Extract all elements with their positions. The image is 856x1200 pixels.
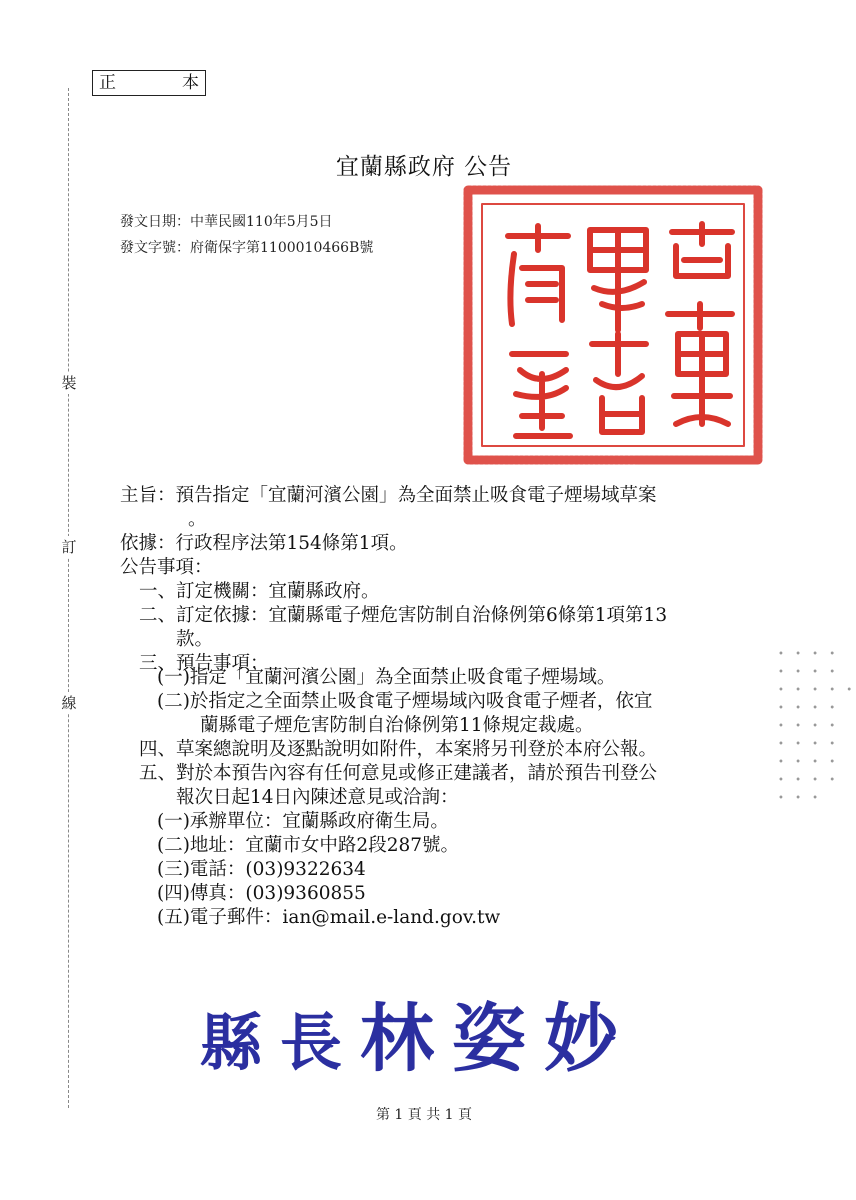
subject-line-1: 主旨：預告指定「宜蘭河濱公園」為全面禁止吸食電子煙場域草案 — [120, 485, 657, 506]
copy-box-right-char: 本 — [182, 73, 199, 93]
item-2-line-1: 二、訂定依據：宜蘭縣電子煙危害防制自治條例第6條第1項第13 — [139, 605, 668, 626]
item-5-line-1: 五、對於本預告內容有任何意見或修正建議者，請於預告刊登公 — [139, 763, 658, 784]
contact-email: (五)電子郵件：ian@mail.e-land.gov.tw — [157, 907, 501, 928]
contact-phone: (三)電話：(03)9322634 — [157, 859, 366, 880]
copy-box-left-char: 正 — [99, 73, 116, 93]
item-3: 三、預告事項： — [139, 653, 269, 674]
item-1: 一、訂定機關：宜蘭縣政府。 — [139, 581, 380, 602]
item-3-sub-2-line-1: (二)於指定之全面禁止吸食電子煙場域內吸食電子煙者，依宜 — [157, 691, 653, 712]
binding-char-ding: 訂 — [58, 536, 80, 558]
basis-line: 依據：行政程序法第154條第1項。 — [120, 533, 408, 554]
item-4: 四、草案總說明及逐點說明如附件，本案將另刊登於本府公報。 — [139, 739, 658, 760]
signature-name: 林姿妙 — [360, 996, 637, 1082]
reference-number-label: 發文字號： — [120, 240, 190, 256]
contact-unit: (一)承辦單位：宜蘭縣政府衛生局。 — [157, 811, 449, 832]
original-copy-box — [92, 70, 206, 96]
contact-address: (二)地址：宜蘭市女中路2段287號。 — [157, 835, 460, 856]
notice-heading: 公告事項： — [120, 557, 213, 578]
scan-dot-marks: • • • • • • • • • • • • • • • • • • • • • • • • • • • • • • • • • • • • — [778, 649, 856, 804]
binding-line — [68, 88, 69, 1108]
item-3-sub-1: (一)指定「宜蘭河濱公園」為全面禁止吸食電子煙場域。 — [157, 667, 616, 688]
signature-title: 縣長 — [200, 1006, 361, 1079]
page-number-footer: 第 1 頁 共 1 頁 — [375, 1107, 473, 1123]
official-seal — [462, 184, 764, 466]
item-2-line-2: 款。 — [176, 629, 214, 650]
magistrate-signature — [200, 980, 636, 1086]
binding-char-xian: 線 — [58, 692, 80, 714]
binding-char-zhuang: 裝 — [58, 372, 80, 394]
document-title: 宜蘭縣政府 公告 — [335, 154, 513, 180]
issue-date-value: 中華民國110年5月5日 — [190, 214, 333, 230]
reference-number-value: 府衛保字第1100010466B號 — [190, 240, 374, 256]
contact-fax: (四)傳真：(03)9360855 — [157, 883, 366, 904]
issue-date-label: 發文日期： — [120, 214, 190, 230]
item-3-sub-2-line-2: 蘭縣電子煙危害防制自治條例第11條規定裁處。 — [200, 715, 594, 736]
item-5-line-2: 報次日起14日內陳述意見或洽詢： — [176, 787, 459, 808]
subject-line-2: 。 — [188, 509, 207, 530]
reference-number-line — [120, 238, 373, 258]
issue-date-line — [120, 212, 333, 232]
